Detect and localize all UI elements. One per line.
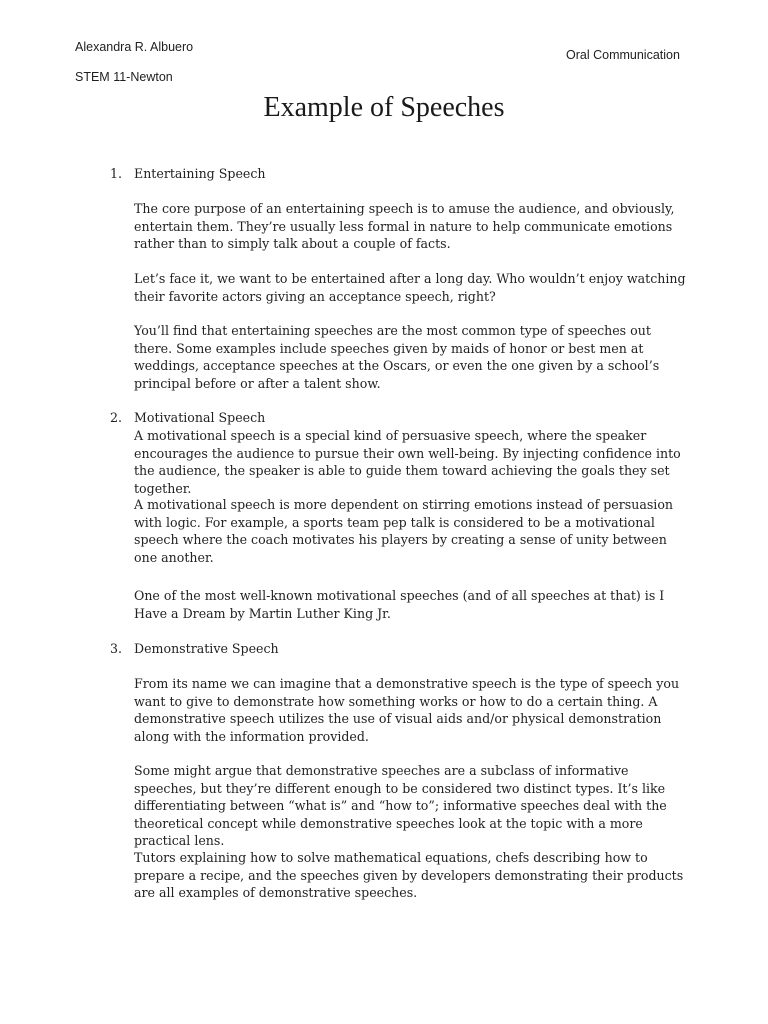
paragraph: A motivational speech is more dependent on stirring emotions instead of persuasion with logic. For example, a sports team pep talk is considered to be a motivational speech where the coach motivates his players by creating a sense of unity between one another. [134, 497, 674, 565]
section-number: 3. [110, 641, 123, 656]
class-section: STEM 11-Newton [75, 70, 173, 84]
paragraph: You’ll find that entertaining speeches are the most common type of speeches out there. Some examples include speeches given by maids of honor or best men at weddings, acceptance speeches at the Oscars, or even the one given by a school’s principal before or after a talent show. [134, 323, 660, 391]
section-heading-motivational: Motivational Speech [134, 410, 266, 425]
paragraph: From its name we can imagine that a demonstrative speech is the type of speech you want to give to demonstrate how something works or how to do a certain thing. A demonstrative speech utilizes the use of visual aids and/or physical demonstration along with the information provided. [134, 676, 680, 744]
section-heading-demonstrative: Demonstrative Speech [134, 641, 279, 656]
paragraph: The core purpose of an entertaining speech is to amuse the audience, and obviously, entertain them. They’re usually less formal in nature to help communicate emotions rather than to simply talk about a couple of facts. [134, 201, 675, 251]
section-number: 1. [110, 166, 123, 181]
subject-name: Oral Communication [566, 48, 680, 62]
paragraph: Tutors explaining how to solve mathematical equations, chefs describing how to prepare a recipe, and the speeches given by developers demonstrating their products are all examples of demonstrative speeches. [134, 850, 684, 900]
section-heading-entertaining: Entertaining Speech [134, 166, 266, 181]
paragraph: One of the most well-known motivational speeches (and of all speeches at that) is I Have a Dream by Martin Luther King Jr. [134, 588, 665, 621]
paragraph: Some might argue that demonstrative speeches are a subclass of informative speeches, but they’re different enough to be considered two distinct types. It’s like differentiating between “what is” and “how to”; informative speeches deal with the theoretical concept while demonstrative speeches look at the topic with a more practical lens. [134, 763, 667, 848]
section-number: 2. [110, 410, 123, 425]
author-name: Alexandra R. Albuero [75, 40, 194, 54]
page-title: Example of Speeches [263, 92, 505, 123]
paragraph: Let’s face it, we want to be entertained after a long day. Who wouldn’t enjoy watching their favorite actors giving an acceptance speech, right? [134, 271, 686, 304]
paragraph: A motivational speech is a special kind of persuasive speech, where the speaker encourages the audience to pursue their own well-being. By injecting confidence into the audience, the speaker is able to guide them toward achieving the goals they set together. [134, 428, 681, 496]
